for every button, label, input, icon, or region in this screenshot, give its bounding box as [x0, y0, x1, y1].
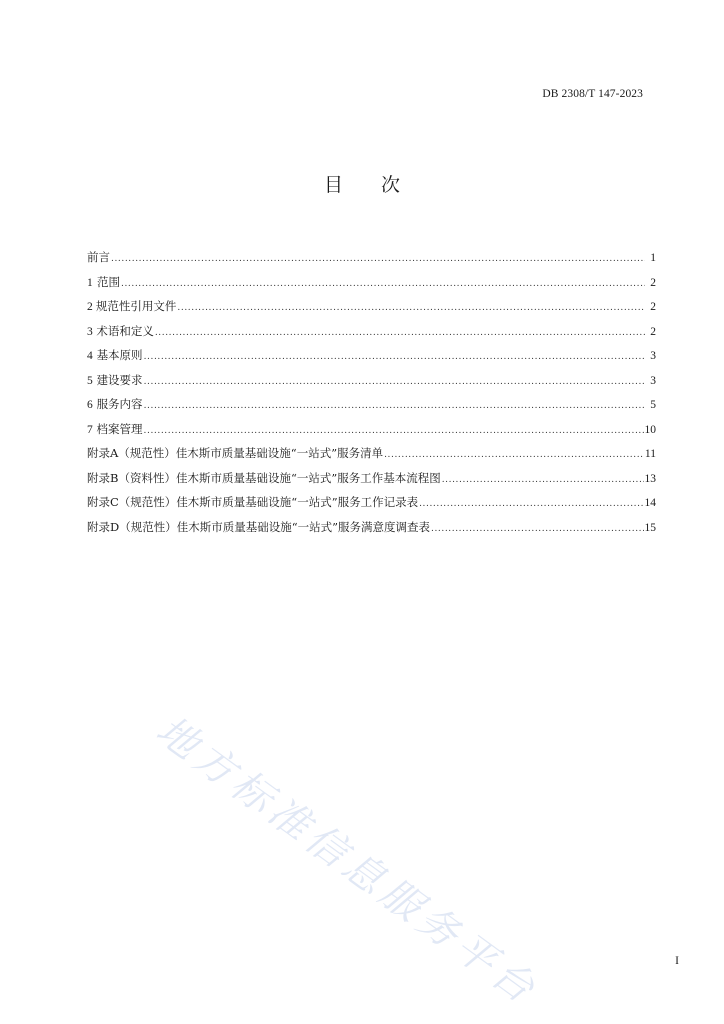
- toc-entry-text: 佳木斯市质量基础设施“一站式”服务满意度调查表: [176, 519, 430, 534]
- toc-appendix-label: 附录C（规范性）: [87, 495, 177, 509]
- toc-entry-text: 佳木斯市质量基础设施“一站式”服务工作记录表: [176, 495, 419, 509]
- toc-leader-dots: [419, 499, 643, 509]
- toc-entry-scope[interactable]: [87, 274, 656, 299]
- toc-appendix-label: 附录D（规范性）: [87, 519, 177, 534]
- toc-page-number: 5: [650, 399, 656, 411]
- toc-page-number: 11: [644, 448, 656, 460]
- document-code: DB 2308/T 147-2023: [542, 88, 643, 100]
- toc-title: [0, 170, 724, 197]
- toc-page-number: 2: [650, 325, 656, 338]
- toc-appendix-label: 附录A（规范性）: [87, 446, 176, 460]
- toc-entry-basic-principles[interactable]: [87, 347, 656, 372]
- toc-entry-number: 2: [87, 301, 93, 313]
- toc-entry-number: 6: [87, 399, 93, 411]
- toc-leader-dots: [431, 524, 644, 534]
- toc-page-number: 3: [650, 374, 656, 387]
- toc-entry-service-content[interactable]: [87, 396, 656, 421]
- toc-entry-number: 3: [87, 325, 93, 338]
- toc-leader-dots: [144, 401, 645, 411]
- toc-leader-dots: [144, 377, 645, 387]
- toc-leader-dots: [442, 475, 644, 485]
- toc-entry-text: 佳木斯市质量基础设施“一站式”服务工作基本流程图: [175, 470, 441, 485]
- toc-entry-normative-references[interactable]: [87, 298, 656, 323]
- toc-entry-appendix-b[interactable]: [87, 470, 656, 495]
- toc-leader-dots: [144, 352, 645, 362]
- page-number: I: [675, 955, 679, 967]
- toc-page-number: 2: [650, 276, 656, 289]
- toc-entry-appendix-a[interactable]: [87, 445, 656, 470]
- toc-page-number: 10: [644, 423, 656, 436]
- toc-entry-text: 档案管理: [96, 421, 143, 436]
- toc-entry-foreword[interactable]: [87, 249, 656, 274]
- toc-page-number: 2: [650, 301, 656, 313]
- toc-title-char: 目: [323, 174, 343, 196]
- toc-leader-dots: [111, 254, 645, 264]
- toc-leader-dots: [177, 303, 645, 313]
- toc-leader-dots: [121, 279, 645, 289]
- table-of-contents: [87, 249, 656, 543]
- toc-entry-appendix-c[interactable]: [87, 494, 656, 519]
- toc-page-number: 13: [644, 472, 656, 485]
- toc-entry-appendix-d[interactable]: [87, 519, 656, 544]
- toc-entry-text: 规范性引用文件: [95, 299, 177, 313]
- toc-entry-text: 佳木斯市质量基础设施“一站式”服务清单: [175, 446, 384, 460]
- toc-leader-dots: [144, 426, 644, 436]
- toc-entry-number: 4: [87, 350, 93, 362]
- toc-entry-archive-management[interactable]: [87, 421, 656, 446]
- toc-entry-number: 1: [87, 276, 93, 289]
- watermark: 地方标准信息服务平台: [147, 707, 547, 1015]
- toc-title-char: 次: [381, 174, 401, 196]
- toc-entry-text: 范围: [96, 274, 120, 289]
- toc-page-number: 1: [650, 252, 656, 264]
- toc-entry-number: 5: [87, 374, 93, 387]
- toc-entry-text: 基本原则: [96, 348, 143, 362]
- toc-entry-terms-definitions[interactable]: [87, 323, 656, 348]
- toc-entry-text: 服务内容: [96, 397, 143, 411]
- toc-entry-number: 7: [87, 423, 93, 436]
- toc-entry-text: 术语和定义: [96, 323, 154, 338]
- toc-page-number: 15: [644, 521, 656, 534]
- toc-entry-text: 建设要求: [96, 372, 143, 387]
- toc-leader-dots: [384, 450, 644, 460]
- toc-entry-construction-requirements[interactable]: [87, 372, 656, 397]
- toc-entry-text: 前言: [87, 250, 110, 264]
- toc-leader-dots: [155, 328, 645, 338]
- toc-page-number: 3: [650, 350, 656, 362]
- toc-page-number: 14: [644, 497, 656, 509]
- toc-appendix-label: 附录B（资料性）: [87, 470, 176, 485]
